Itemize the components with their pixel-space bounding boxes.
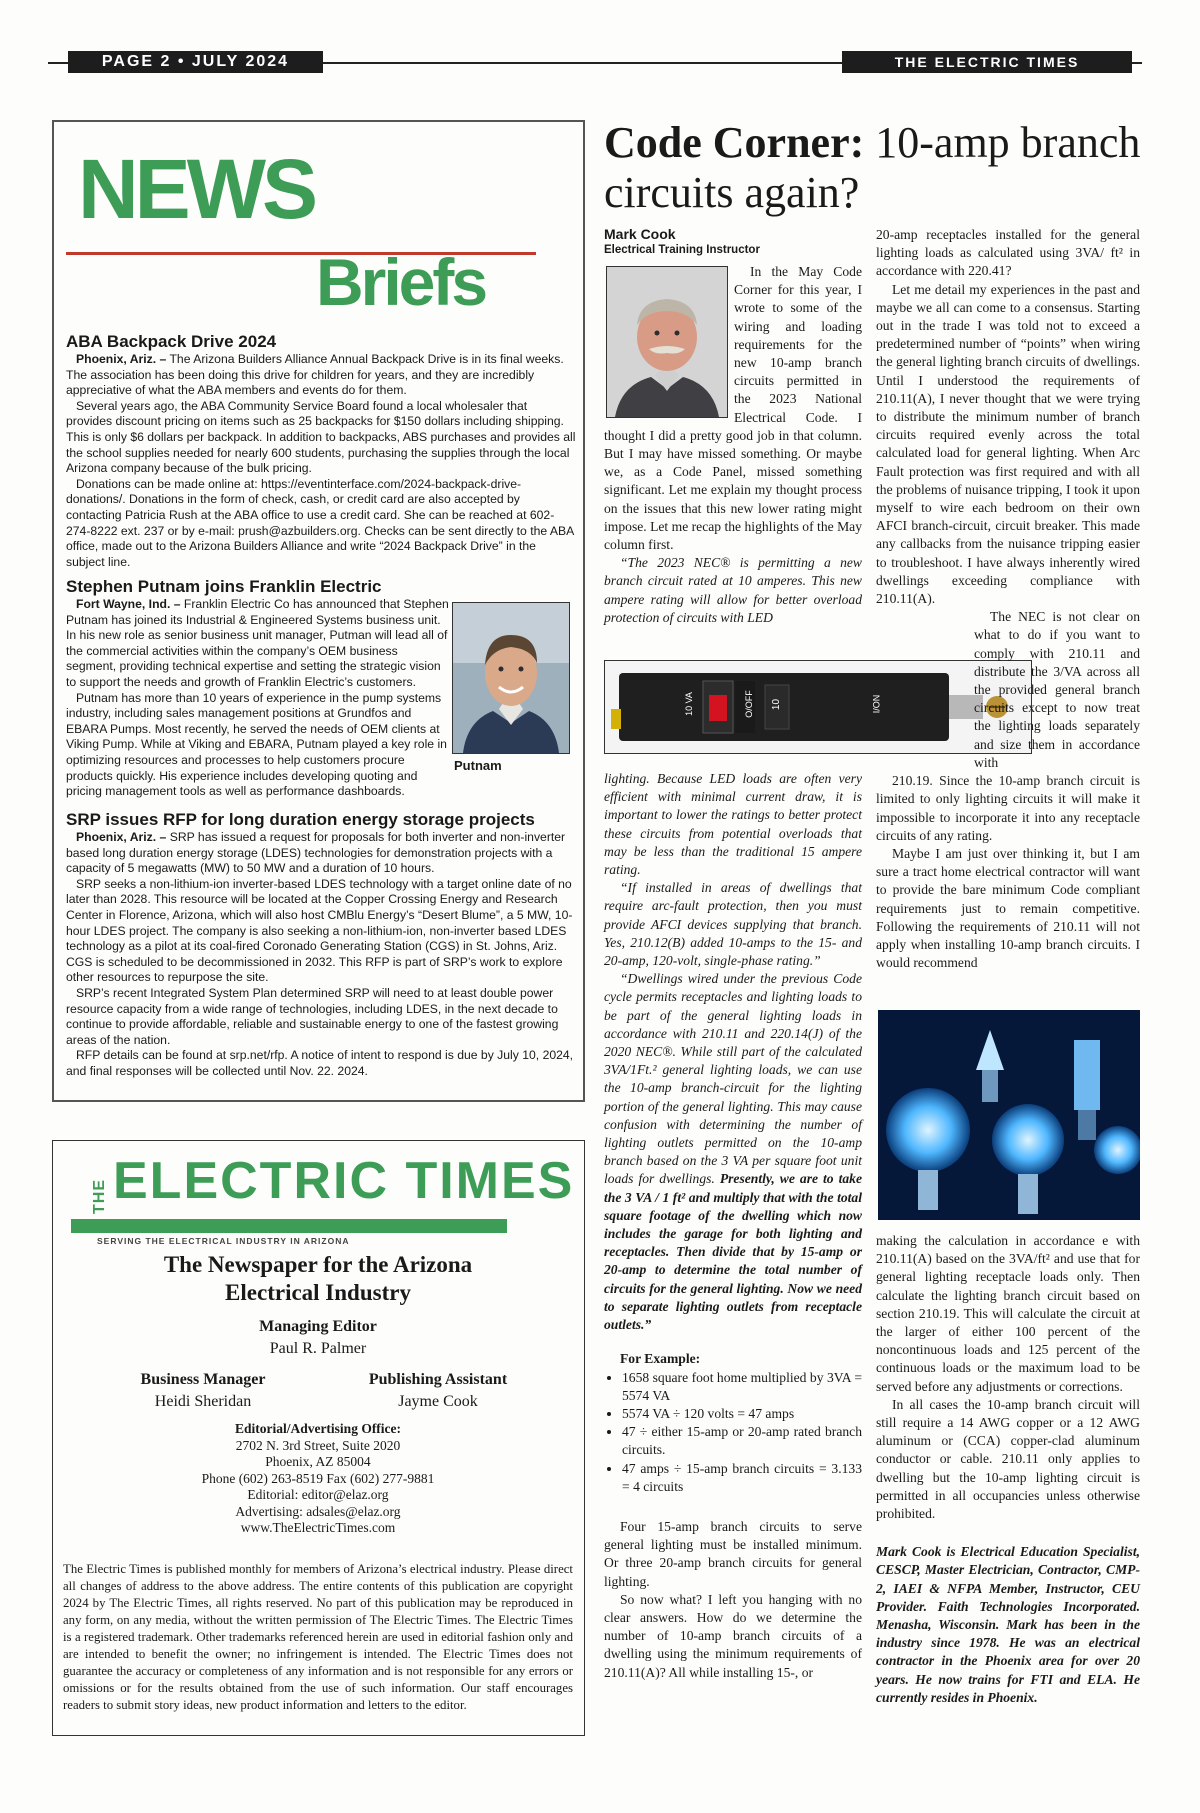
office-label: Editorial/Advertising Office: [234, 1421, 402, 1436]
masthead-disclaimer: The Electric Times is published monthly for members of Arizona’s electrical industry. Please direct all changes of address to the above address. The entire contents of this publication are copyright 2024 by The Electric Times, all rights reserved. No part of this publication may be reproduced in any form, on any media, without the written permission of The Electric Times. The Electric Times is a registered trademark. Other trademarks referenced herein are used in editorial fashion only and are intended to benefit the owner; no infringement is intended. The Electric Times does not guarantee the accuracy or completeness of any information and is not responsible for any errors or omissions or for the results obtained from the use of such information. Our staff encourages readers to submit story ideas, new product information and letters to the editor. [63, 1562, 573, 1712]
paragraph: Donations can be made online at: https://eventinterface.com/2024-backpack-drive-donations/. Donations in the form of check, cash, or credit card are also accepted by contacting Patricia Rush at the ABA office to use a credit card. She can be reached at 602-274-8222 ext. 237 or by e-mail: prush@azbuilders.org. Checks can be sent directly to the ABA office, made out to the Arizona Builders Alliance and write “2024 Backpack Drive” in the subject line. [66, 476, 574, 569]
managing-editor-label: Managing Editor [259, 1318, 377, 1335]
example-item: • 47 ÷ either 15-amp or 20-amp rated branch circuits. [622, 1423, 862, 1459]
paragraph: making the calculation in accordance e with 210.11(A) based on the 3VA/ft² and use that for general lighting receptacle loads only. Then calculate the lighting branch circuit based on section 210.19. This will calculate the circuit at the larger of either 100 percent of the noncontinuous loads and 125 percent of the continuous loads or the maximum load to be served before any adjustments or corrections. [876, 1233, 1140, 1394]
article-headline: Stephen Putnam joins Franklin Electric [66, 577, 382, 596]
publishing-assistant-label: Publishing Assistant [368, 1371, 508, 1388]
example-item: • 1658 square foot home multiplied by 3VA = 5574 VA [622, 1369, 862, 1405]
paragraph: SRP’s recent Integrated System Plan determined SRP will need to at least double power resource capacity from a wide range of technologies, including LDES, in the next decade to continue to provide affordable, reliable and sustainable energy to one of the fastest growing areas of the nation. [66, 985, 559, 1047]
business-manager-label: Business Manager [140, 1371, 266, 1388]
quote-bold: Presently, we are to take the 3 VA / 1 ft² and multiply that with the total square footage of the dwelling which now includes the garage for both lighting and receptacles. Then divide that by 15-amp or 20-amp to determine the total number of circuits for the general lighting. Now we need to separate lighting outlets from receptacle outlets.” [604, 1171, 862, 1333]
advertising-email: Advertising: adsales@elaz.org [235, 1503, 401, 1519]
masthead-tagline: SERVING THE ELECTRICAL INDUSTRY IN ARIZONA [97, 1236, 350, 1246]
putnam-caption: Putnam [454, 758, 502, 773]
address-line1: 2702 N. 3rd Street, Suite 2020 [235, 1437, 401, 1453]
briefs-title: Briefs [316, 245, 486, 319]
putnam-photo [452, 602, 570, 754]
col1-intro [604, 263, 862, 627]
business-manager-name: Heidi Sheridan [154, 1393, 252, 1410]
dateline: Phoenix, Ariz. – [76, 352, 167, 366]
paragraph: In the May Code Corner for this year, I wrote to some of the wiring and loading requirements for the new 10-amp branch circuits permitted in the 2023 National Electrical Code. I thought I did a pretty good job in that column. But I may have missed something. Or maybe we, as a Code Panel, missed something significant. Let me explain my thought process on the issues that this new lower rating might impose. Let me recap the highlights of the May column first. [604, 264, 862, 553]
masthead-heading [53, 1251, 583, 1307]
paragraph-part: The NEC is not clear on what to do if you want to comply with 210.11 and distribute the 3/VA across all the provided general branch circuits except to now treat the lighting loads separately and size them in accordance with [974, 609, 1140, 770]
quote-continued: lighting. Because LED loads are often very efficient with minimal current draw, it is important to lower the ratings to better protect these circuits from potential overloads that may be less than the traditional 15 ampere rating. [604, 771, 862, 878]
office-contact [53, 1421, 583, 1537]
publishing-assistant [343, 1369, 533, 1413]
business-manager [123, 1369, 283, 1413]
paragraph: Maybe I am just over thinking it, but I am sure a tract home electrical contractor will want to provide the bare minimum Code compliant requirements just to remain competitive. Following the requirements of 210.11 will not apply when installing 10-amp branch circuits. I would recommend [876, 845, 1140, 971]
dateline: Fort Wayne, Ind. – [76, 597, 181, 611]
paragraph: 210.19. Since the 10-amp branch circuit is limited to only lighting circuits it will make it impossible to incorporate it into any receptacle circuits of any rating. [876, 773, 1140, 843]
led-bulbs-photo [878, 1010, 1140, 1220]
news-briefs-box [52, 120, 585, 1102]
title-rest: 10-amp branch circuits again? [604, 118, 1141, 217]
paragraph: The Arizona Builders Alliance Annual Backpack Drive is in its final weeks. The association has been doing this drive for children for years, and they are incredibly appreciative of what the ABA members and events do for them. [66, 352, 564, 398]
author-title: Electrical Training Instructor [604, 244, 760, 256]
breaker-onoff-label: O/OFF [743, 690, 754, 718]
article-srp [66, 810, 576, 1080]
masthead-tagline-bar [71, 1219, 507, 1233]
example-list [604, 1369, 862, 1496]
paragraph: Franklin Electric Co has announced that Stephen Putnam has joined its Industrial & Engineered Systems business unit. In his new role as senior business unit manager, Putman will lead all of the commercial activities within the company’s OEM business segment, providing technical expertise and setting the strategic vision to support the needs and growth of Franklin Electric’s customers. [66, 597, 449, 689]
breaker-amps-label: 10 [771, 698, 783, 711]
masthead-the: THE [91, 1179, 108, 1214]
title-bold: Code Corner: [604, 118, 865, 167]
col2-bottom [876, 1232, 1140, 1707]
website: www.TheElectricTimes.com [240, 1520, 396, 1535]
heading-line1: The Newspaper for the Arizona [163, 1252, 473, 1277]
paragraph: 20-amp receptacles installed for the general lighting loads as calculated using 3VA/ ft² in accordance with 220.41? [876, 227, 1140, 279]
masthead-title: ELECTRIC TIMES [113, 1152, 575, 1210]
quote: “The 2023 NEC® is permitting a new branch circuit rated at 10 amperes. This new ampere rating will allow for better overload protection of circuits with LED [604, 555, 862, 625]
author-name: Mark Cook [604, 226, 676, 242]
phone-fax: Phone (602) 263-8519 Fax (602) 277-9881 [201, 1470, 435, 1486]
paragraph: Several years ago, the ABA Community Service Board found a local wholesaler that provides discount pricing on items such as 25 backpacks for $150 dollars including shipping. This is only $6 dollars per backpack. In addition to backpacks, ABS purchases and provides all the school supplies needed for nearly 600 students, purchasing the supplies through the local Arizona company because of the bulk pricing. [66, 398, 576, 476]
publication-name: THE ELECTRIC TIMES [842, 51, 1132, 73]
paragraph: Let me detail my experiences in the past and maybe we all can come to a consensus. Starting out in the trade I was told not to exceed a predetermined number of “points” when wiring the general lighting branch circuits of dwellings. Until I understood the requirements of 210.11(A), I never thought that we were trying to distribute the minimum number of branch circuits required evenly across the total calculated load for general lighting. When Arc Fault protection was first required and with all the problems of nuisance tripping, I took it upon myself to wire each bedroom on their own AFCI branch-circuit, circuit breaker. This made any callbacks from the nuisance tripping easier to troubleshoot. I have always inherently wired dwellings exceeding compliance with 210.11(A). [876, 281, 1140, 607]
paragraph: Putnam has more than 10 years of experience in the pump systems industry, including sales management positions at Grundfos and EBARA Pumps. Most recently, he served the needs of OEM clients at Viking Pump. While at Viking and EBARA, Putnam played a key role in optimizing resources and processes to help customers procure products quickly. His experience includes developing quoting and pricing management tools as well as performance dashboards. [66, 690, 447, 799]
quote: “If installed in areas of dwellings that require arc-fault protection, then you must provide AFCI devices supplying that branch. Yes, 210.12(B) added 10-amps to the 15- and 20-amp, 120-volt, single-phase rating.” [604, 880, 862, 969]
editorial-email: Editorial: editor@elaz.org [247, 1487, 389, 1502]
example-label: For Example: [620, 1351, 701, 1367]
managing-editor-name: Paul R. Palmer [269, 1340, 367, 1357]
example-item: • 47 amps ÷ 15-amp branch circuits = 3.133 = 4 circuits [622, 1460, 862, 1496]
paragraph: In all cases the 10-amp branch circuit will still require a 14 AWG copper or a 12 AWG aluminum or (CCA) copper-clad aluminum conductor or cable. 210.11 only applies to dwelling but the 10-amp lighting circuit is permitted in all occupancies unless otherwise prohibited. [876, 1396, 1140, 1522]
portrait-icon [453, 603, 569, 753]
page-folio: PAGE 2 • JULY 2024 [68, 51, 323, 73]
article-headline: SRP issues RFP for long duration energy storage projects [66, 810, 535, 829]
author-bio: Mark Cook is Electrical Education Specialist, CESCP, Master Electrician, Contractor, CMP-2, IAEI & NFPA Member, Instructor, CEU Provider. Faith Technologies Incorporated. Menasha, Wisconsin. Mark has been in the industry since 1978. He was an electrical contractor in the Phoenix area for over 20 years. He now trains for FTI and ELA. He currently resides in Phoenix. [876, 1544, 1140, 1705]
dateline: Phoenix, Ariz. – [76, 830, 167, 844]
paragraph [876, 608, 1140, 772]
publishing-assistant-name: Jayme Cook [398, 1393, 478, 1410]
led-bulbs-icon [878, 1010, 1140, 1220]
masthead-box [52, 1140, 585, 1736]
col2-top [876, 226, 1140, 972]
quote: “Dwellings wired under the previous Code cycle permits receptacles and lighting loads to be part of the general lighting loads in accordance with 210.11 and 220.14(J) of the 2020 NEC®. While still part of the calculated 3VA/1Ft.² general lighting loads, we can use the 10-amp branch-circuit for the lighting portion of the general lighting. This may cause confusion with determining the number of lighting outlets permitted on the 10-amp branch based on the 3 VA per square foot unit loads for dwellings. [604, 971, 862, 1187]
code-corner-title [604, 118, 1144, 218]
paragraph: SRP has issued a request for proposals for both inverter and non-inverter based long duration energy storage (LDES) technologies for demonstration projects with a capacity of 5 megawatts (MW) to 50 MW and a duration of 10 hours. [66, 830, 566, 876]
paragraph: RFP details can be found at srp.net/rfp. A notice of intent to respond is due by July 10, 2024, and final responses will be collected until Nov. 22. 2024. [66, 1048, 574, 1078]
breaker-ion-label: I/ON [871, 694, 882, 714]
heading-line2: Electrical Industry [225, 1280, 411, 1305]
col1-continued [604, 770, 862, 1682]
paragraph: SRP seeks a non-lithium-ion inverter-based LDES technology with a target online date of no later than 2028. This resource will be located at the Copper Crossing Energy and Research Center in Florence, Arizona, which will also host CMBlu Energy’s “Desert Blume”, a 5 MW, 10-hour LDES project. The company is also seeking a non-lithium-ion, non-inverter based LDES technology as a pilot at its coal-fired Coronado Generating Station (CGS) in St. Johns, Ariz. CGS is scheduled to be decommissioned in 2032. This RFP is part of SRP’s work to explore other resources to repurpose the site. [66, 876, 573, 985]
paragraph: Four 15-amp branch circuits to serve general lighting must be installed minimum. Or three 20-amp branch circuits for general lighting. [604, 1518, 862, 1589]
paragraph: So now what? I left you hanging with no clear answers. How do we determine the number of 10-amp branch circuits of a dwelling using the minimum requirements of 210.11(A)? All while installing 15-, or [604, 1591, 862, 1680]
address-line2: Phoenix, AZ 85004 [265, 1454, 371, 1469]
article-aba [66, 332, 576, 570]
article-headline: ABA Backpack Drive 2024 [66, 332, 277, 351]
managing-editor [53, 1316, 583, 1360]
news-title: NEWS [78, 142, 314, 236]
breaker-rating-label: 10 VA [683, 692, 694, 716]
example-item: • 5574 VA ÷ 120 volts = 47 amps [622, 1405, 862, 1423]
